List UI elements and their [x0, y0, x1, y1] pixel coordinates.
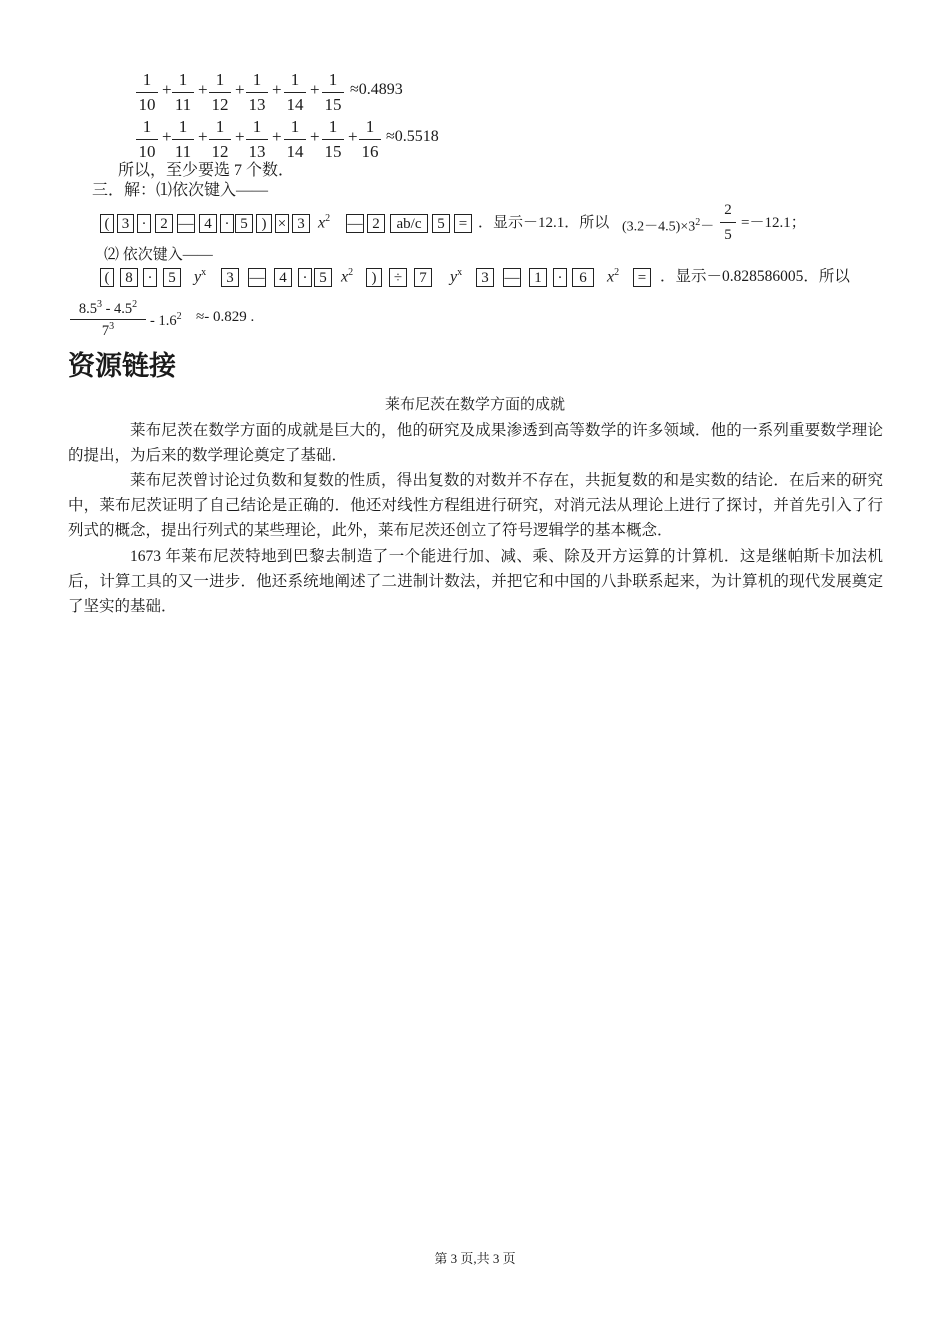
- key: 3: [292, 214, 310, 233]
- final-denominator: $7^3$: [101, 321, 115, 339]
- key: 2: [155, 214, 173, 233]
- key: 3: [221, 268, 239, 287]
- paragraph: 莱布尼茨在数学方面的成就是巨大的，他的研究及成果渗透到高等数学的许多领域．他的一系列重要数学理论的提出，为后来的数学理论奠定了基础．: [68, 422, 883, 464]
- key: ·: [553, 268, 567, 287]
- x-squared-key: $x^2$: [341, 267, 354, 286]
- key: (: [100, 268, 114, 287]
- key: 4: [274, 268, 292, 287]
- key: =: [633, 268, 651, 287]
- fraction: $\frac{1}{12}$: [209, 117, 231, 162]
- key: 5: [432, 214, 450, 233]
- fraction: $\frac{1}{13}$: [246, 117, 268, 162]
- key: 6: [572, 268, 594, 287]
- fraction: $\frac{1}{14}$: [284, 117, 306, 162]
- final-numerator: $8.5^3 - 4.5^2$: [70, 296, 146, 320]
- key: —: [178, 216, 194, 232]
- key: =: [454, 214, 472, 233]
- fraction: $\frac{2}{5}$: [720, 200, 736, 245]
- fraction: $\frac{1}{11}$: [172, 117, 194, 162]
- part3-heading: 三．解：⑴依次键入——: [92, 182, 269, 199]
- article-title: 莱布尼茨在数学方面的成就: [384, 397, 565, 413]
- key: (: [100, 214, 114, 233]
- key: ·: [220, 214, 234, 233]
- x-squared-key: $x^2$: [318, 213, 331, 232]
- x-squared-key: $x^2$: [607, 267, 620, 286]
- sum-1-result: ≈0.4893: [350, 81, 403, 98]
- key: 5: [163, 268, 181, 287]
- key: ×: [275, 214, 289, 233]
- fraction: $\frac{1}{15}$: [322, 70, 344, 115]
- key: 7: [414, 268, 432, 287]
- key: 3: [117, 214, 134, 233]
- paragraph: 莱布尼茨曾讨论过负数和复数的性质，得出复数的对数并不存在，共扼复数的和是实数的结论．在后来的研究中，莱布尼茨证明了自己结论是正确的．他还对线性方程组进行研究，对消元法从理论上进行了探讨，并首先引入了行列式的概念，提出行列式的某些理论，此外，莱布尼茨还创立了符号逻辑学的基本概念．: [68, 472, 883, 539]
- display-text-2: ．显示－0.828586005．所以: [660, 268, 850, 285]
- part3-sub2: ⑵ 依次键入——: [104, 247, 213, 263]
- display-text-1: ．显示－12.1．所以: [478, 215, 610, 231]
- section-title: 资源链接: [68, 351, 176, 382]
- result-1: =－12.1；: [741, 215, 806, 231]
- key: 4: [199, 214, 217, 233]
- key: 5: [314, 268, 332, 287]
- fraction: $\frac{1}{12}$: [209, 70, 231, 115]
- key: ·: [298, 268, 312, 287]
- expression-1: $(3.2-4.5)\times 3^2-$: [622, 217, 715, 235]
- fraction: $\frac{1}{13}$: [246, 70, 268, 115]
- final-result: ≈- 0.829 .: [196, 309, 255, 325]
- key: 2: [367, 214, 385, 233]
- paragraph: 1673 年莱布尼茨特地到巴黎去制造了一个能进行加、减、乘、除及开方运算的计算机．这是继帕斯卡加法机后，计算工具的又一进步．他还系统地阐述了二进制计数法，并把它和中国的八卦联系起来，为计算机的现代发展奠定了坚实的基础．: [68, 548, 883, 615]
- conclusion: 所以，至少要选 7 个数．: [118, 162, 295, 179]
- key: ): [366, 268, 382, 287]
- fraction: $\frac{1}{10}$: [136, 70, 158, 115]
- key: ·: [143, 268, 157, 287]
- key: 5: [235, 214, 253, 233]
- fraction: $\frac{1}{14}$: [284, 70, 306, 115]
- key: —: [347, 216, 363, 232]
- final-tail: - $1.6^2$: [150, 311, 182, 329]
- key: ·: [137, 214, 151, 233]
- key: —: [504, 270, 520, 286]
- fraction: $\frac{1}{15}$: [322, 117, 344, 162]
- fraction: $\frac{1}{10}$: [136, 117, 158, 162]
- page-footer: 第 3 页,共 3 页: [434, 1251, 516, 1266]
- key: ÷: [389, 268, 407, 287]
- key: 1: [529, 268, 547, 287]
- key: 3: [476, 268, 494, 287]
- key: 8: [120, 268, 138, 287]
- key: —: [249, 270, 265, 286]
- fraction: $\frac{1}{11}$: [172, 70, 194, 115]
- y-power-x-key: $y^x$: [194, 267, 207, 286]
- key: ): [256, 214, 272, 233]
- key: ab/c: [390, 214, 428, 233]
- y-power-x-key: $y^x$: [450, 267, 463, 286]
- fraction: $\frac{1}{16}$: [359, 117, 381, 162]
- sum-2-result: ≈0.5518: [386, 128, 439, 145]
